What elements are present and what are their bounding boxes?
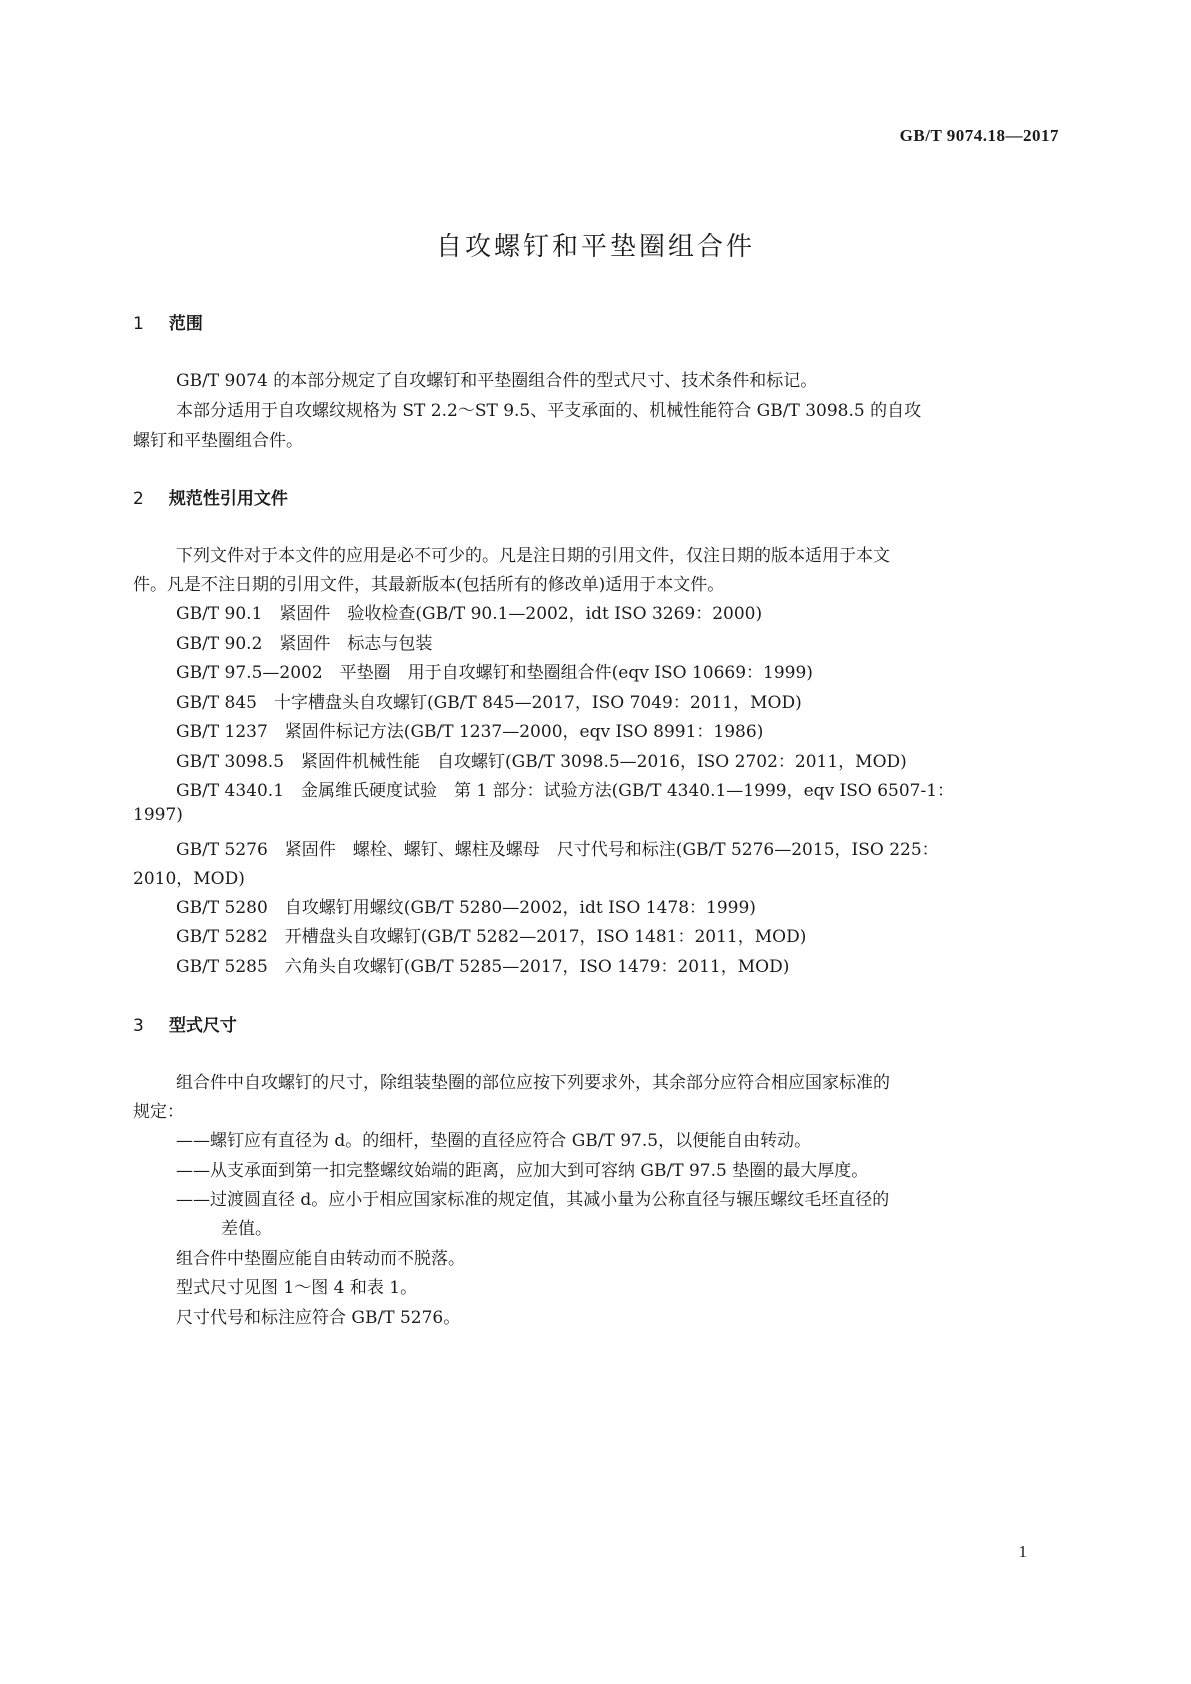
- section-number: 3: [133, 1016, 144, 1036]
- section-title: 范围: [168, 314, 203, 334]
- page-number: 1: [1018, 1542, 1027, 1561]
- reference-item: GB/T 1237 紧固件标记方法(GB/T 1237—2000，eqv ISO 8991：1986): [176, 722, 764, 742]
- paragraph-line: 组合件中自攻螺钉的尺寸，除组装垫圈的部位应按下列要求外，其余部分应符合相应国家标准的: [176, 1073, 890, 1093]
- paragraph-line: 件。凡是不注日期的引用文件，其最新版本(包括所有的修改单)适用于本文件。: [133, 575, 725, 595]
- reference-item: GB/T 5276 紧固件 螺栓、螺钉、螺柱及螺母 尺寸代号和标注(GB/T 5276—2015，ISO 225：: [176, 840, 939, 860]
- reference-item: GB/T 5280 自攻螺钉用螺纹(GB/T 5280—2002，idt ISO 1478：1999): [176, 898, 756, 918]
- paragraph-line: 组合件中垫圈应能自由转动而不脱落。: [176, 1249, 465, 1269]
- reference-item: GB/T 5285 六角头自攻螺钉(GB/T 5285—2017，ISO 1479：2011，MOD): [176, 957, 790, 977]
- dash-list-item-continuation: 差值。: [221, 1219, 272, 1239]
- reference-item: GB/T 3098.5 紧固件机械性能 自攻螺钉(GB/T 3098.5—2016，ISO 2702：2011，MOD): [176, 752, 907, 772]
- section-heading-normative-references: [133, 484, 288, 509]
- dash-list-item: ——过渡圆直径 d。应小于相应国家标准的规定值，其减小量为公称直径与辗压螺纹毛坯直径的: [176, 1190, 890, 1210]
- reference-item: GB/T 90.2 紧固件 标志与包装: [176, 634, 433, 654]
- reference-item: GB/T 4340.1 金属维氏硬度试验 第 1 部分：试验方法(GB/T 4340.1—1999，eqv ISO 6507-1：: [176, 781, 955, 801]
- section-number: 2: [133, 489, 144, 509]
- reference-item: GB/T 97.5—2002 平垫圈 用于自攻螺钉和垫圈组合件(eqv ISO 10669：1999): [176, 663, 813, 683]
- reference-item: GB/T 845 十字槽盘头自攻螺钉(GB/T 845—2017，ISO 7049：2011，MOD): [176, 693, 802, 713]
- reference-item-continuation: 2010，MOD): [133, 869, 245, 889]
- section-number: 1: [133, 314, 144, 334]
- section-title: 型式尺寸: [168, 1016, 237, 1036]
- reference-item: GB/T 90.1 紧固件 验收检查(GB/T 90.1—2002，idt ISO 3269：2000): [176, 604, 763, 624]
- paragraph-line: 螺钉和平垫圈组合件。: [133, 431, 303, 451]
- paragraph-line: 下列文件对于本文件的应用是必不可少的。凡是注日期的引用文件，仅注日期的版本适用于本文: [176, 546, 890, 566]
- paragraph-line: GB/T 9074 的本部分规定了自攻螺钉和平垫圈组合件的型式尺寸、技术条件和标记。: [176, 371, 818, 391]
- section-heading-dimensions: [133, 1011, 237, 1036]
- dash-list-item: ——从支承面到第一扣完整螺纹始端的距离，应加大到可容纳 GB/T 97.5 垫圈的最大厚度。: [176, 1161, 869, 1181]
- section-heading-scope: [133, 309, 203, 334]
- reference-item-continuation: 1997): [133, 805, 183, 825]
- section-title: 规范性引用文件: [168, 489, 288, 509]
- document-title: 自攻螺钉和平垫圈组合件: [435, 232, 755, 262]
- dash-list-item: ——螺钉应有直径为 d。的细杆，垫圈的直径应符合 GB/T 97.5，以便能自由转动。: [176, 1131, 812, 1151]
- reference-item: GB/T 5282 开槽盘头自攻螺钉(GB/T 5282—2017，ISO 1481：2011，MOD): [176, 927, 807, 947]
- paragraph-line: 型式尺寸见图 1～图 4 和表 1。: [176, 1278, 418, 1298]
- paragraph-line: 尺寸代号和标注应符合 GB/T 5276。: [176, 1308, 461, 1328]
- paragraph-line: 本部分适用于自攻螺纹规格为 ST 2.2～ST 9.5、平支承面的、机械性能符合 GB/T 3098.5 的自攻: [176, 401, 922, 421]
- paragraph-line: 规定：: [133, 1102, 184, 1122]
- standard-code: GB/T 9074.18—2017: [899, 126, 1059, 145]
